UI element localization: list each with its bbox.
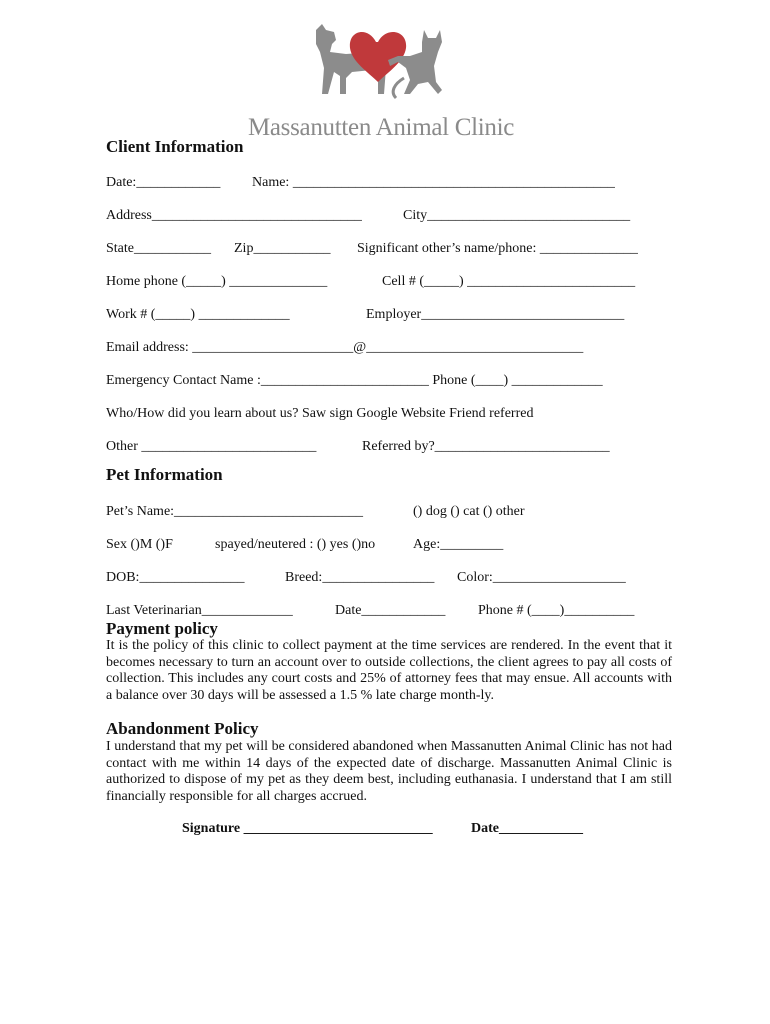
work-phone-field[interactable]: Work # (_____) _____________ — [106, 307, 290, 322]
pet-info-heading: Pet Information — [106, 465, 223, 484]
abandonment-policy-text: I understand that my pet will be considered abandoned when Massanutten Animal Clinic has not had contact with me within 14 days of the expected date of discharge. Massanutten Animal Clinic is authorized to dispose of my pet as they deem best, including euthanasia. I understand that I am still financially responsible for all charges accrued. — [106, 739, 672, 804]
significant-other-field[interactable]: Significant other’s name/phone: ______________ — [357, 241, 638, 256]
address-field[interactable]: Address______________________________ — [106, 208, 362, 223]
home-phone-field[interactable]: Home phone (_____) ______________ — [106, 274, 328, 289]
name-field[interactable]: Name: ______________________________________________ — [252, 175, 615, 190]
abandonment-policy-heading: Abandonment Policy — [106, 719, 259, 738]
payment-policy-text: It is the policy of this clinic to collect payment at the time services are rendered. In the event that it becomes necessary to turn an account over to outside collections, the client agrees to pay all costs of collection. This includes any court costs and 25% of attorney fees that may ensue. All accounts with a balance over 30 days will be assessed a 1.5 % late charge month-ly. — [106, 638, 672, 703]
dog-cat-heart-icon — [306, 22, 456, 102]
clinic-name: Massanutten Animal Clinic — [247, 114, 515, 141]
species-options[interactable]: () dog () cat () other — [413, 504, 525, 519]
signature-field[interactable]: Signature ___________________________ — [182, 821, 433, 836]
date-field[interactable]: Date:____________ — [106, 175, 221, 190]
referred-by-field[interactable]: Referred by?_________________________ — [362, 439, 610, 454]
dob-field[interactable]: DOB:_______________ — [106, 570, 245, 585]
age-field[interactable]: Age:_________ — [413, 537, 504, 552]
other-source-field[interactable]: Other _________________________ — [106, 439, 317, 454]
zip-field[interactable]: Zip___________ — [234, 241, 331, 256]
vet-phone-field[interactable]: Phone # (____)__________ — [478, 603, 635, 618]
email-field[interactable]: Email address: _______________________@_______________________________ — [106, 340, 584, 355]
spayed-neutered-options[interactable]: spayed/neutered : () yes ()no — [215, 537, 376, 552]
vet-date-field[interactable]: Date____________ — [335, 603, 446, 618]
breed-field[interactable]: Breed:________________ — [285, 570, 435, 585]
sex-options[interactable]: Sex ()M ()F — [106, 537, 173, 552]
referral-source-options[interactable]: Who/How did you learn about us? Saw sign Google Website Friend referred — [106, 406, 534, 421]
emergency-contact-field[interactable]: Emergency Contact Name :________________________ Phone (____) _____________ — [106, 373, 603, 388]
payment-policy-heading: Payment policy — [106, 619, 218, 638]
city-field[interactable]: City_____________________________ — [403, 208, 631, 223]
state-field[interactable]: State___________ — [106, 241, 211, 256]
employer-field[interactable]: Employer_____________________________ — [366, 307, 625, 322]
client-info-heading: Client Information — [106, 137, 244, 156]
pet-name-field[interactable]: Pet’s Name:___________________________ — [106, 504, 364, 519]
color-field[interactable]: Color:___________________ — [457, 570, 626, 585]
clinic-logo — [236, 22, 526, 141]
last-veterinarian-field[interactable]: Last Veterinarian_____________ — [106, 603, 293, 618]
signature-date-field[interactable]: Date____________ — [471, 821, 583, 836]
cell-phone-field[interactable]: Cell # (_____) ________________________ — [382, 274, 636, 289]
